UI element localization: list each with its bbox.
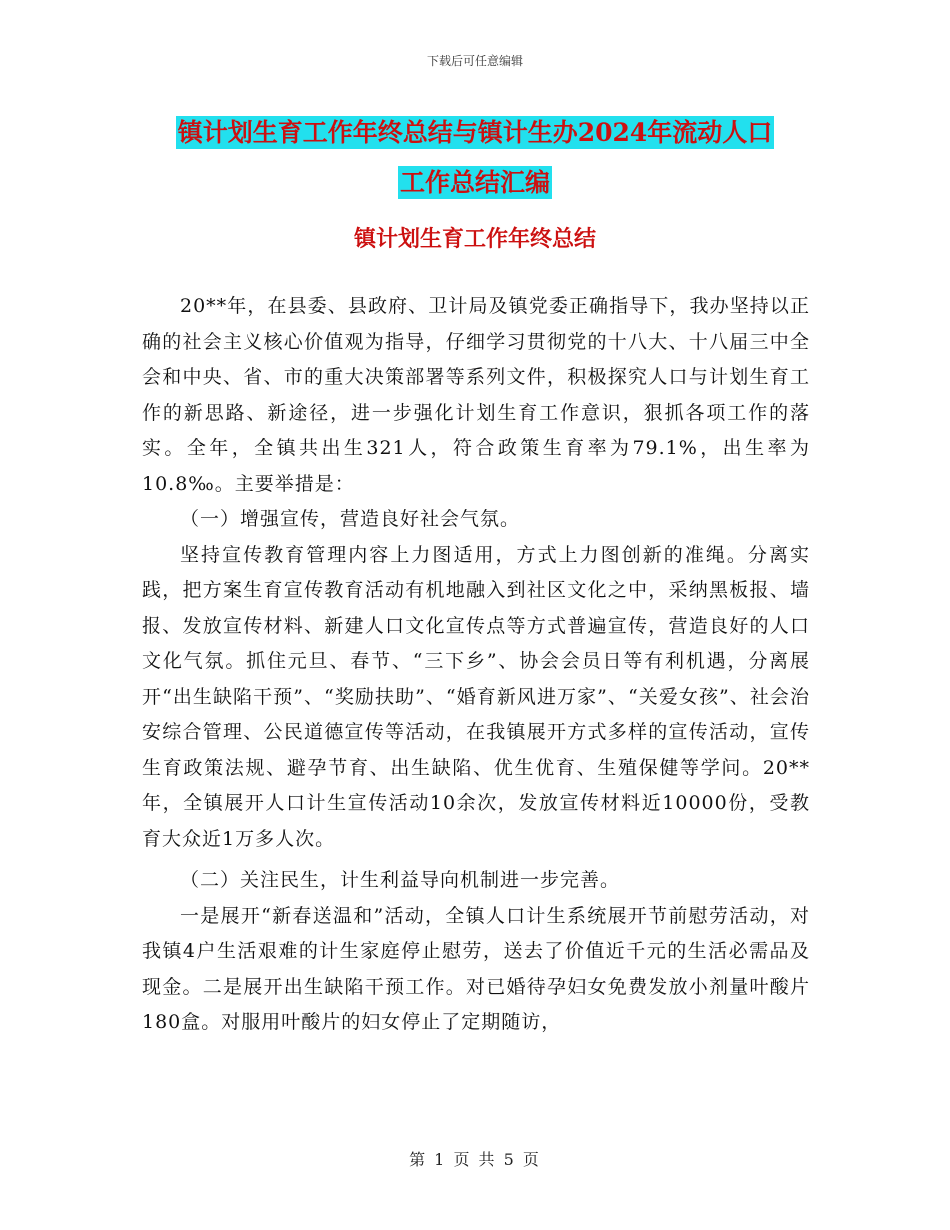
document-title-line-1: 镇计划生育工作年终总结与镇计生办2024年流动人口 <box>177 118 773 147</box>
page-footer: 第 1 页 共 5 页 <box>409 1150 541 1169</box>
document-title <box>0 108 950 208</box>
paragraph-heading-2: （二）关注民生，计生利益导向机制进一步完善。 <box>180 869 621 891</box>
paragraph-heading-1: （一）增强宣传，营造良好社会气氛。 <box>180 508 521 530</box>
document-title-line-2: 工作总结汇编 <box>399 168 550 197</box>
document-body <box>142 289 810 1041</box>
paragraph-intro: 20**年，在县委、县政府、卫计局及镇党委正确指导下，我办坚持以正确的社会主义核心价值观为指导，仔细学习贯彻党的十八大、十八届三中全会和中央、省、市的重大决策部署等系列文件，积极探究人口与计划生育工作的新思路、新途径，进一步强化计划生育工作意识，狠抓各项工作的落实。全年，全镇共出生321人，符合政策生育率为79.1%，出生率为10.8‰。主要举措是： <box>142 295 810 495</box>
paragraph-livelihood: 一是展开“新春送温和”活动，全镇人口计生系统展开节前慰劳活动，对我镇4户生活艰难的计生家庭停止慰劳，送去了价值近千元的生活必需品及现金。二是展开出生缺陷干预工作。对已婚待孕妇女免费发放小剂量叶酸片180盒。对服用叶酸片的妇女停止了定期随访， <box>142 904 810 1033</box>
section-title: 镇计划生育工作年终总结 <box>353 226 596 252</box>
header-note: 下载后可任意编辑 <box>426 54 523 68</box>
paragraph-publicity: 坚持宣传教育管理内容上力图适用，方式上力图创新的准绳。分离实践，把方案生育宣传教育活动有机地融入到社区文化之中，采纳黑板报、墙报、发放宣传材料、新建人口文化宣传点等方式普遍宣传，营造良好的人口文化气氛。抓住元旦、春节、“三下乡”、协会会员日等有利机遇，分离展开“出生缺陷干预”、“奖励扶助”、“婚育新风进万家”、“关爱女孩”、社会治安综合管理、公民道德宣传等活动，在我镇展开方式多样的宣传活动，宣传生育政策法规、避孕节育、出生缺陷、优生优育、生殖保健等学问。20**年，全镇展开人口计生宣传活动10余次，发放宣传材料近10000份，受教育大众近1万多人次。 <box>142 543 810 850</box>
